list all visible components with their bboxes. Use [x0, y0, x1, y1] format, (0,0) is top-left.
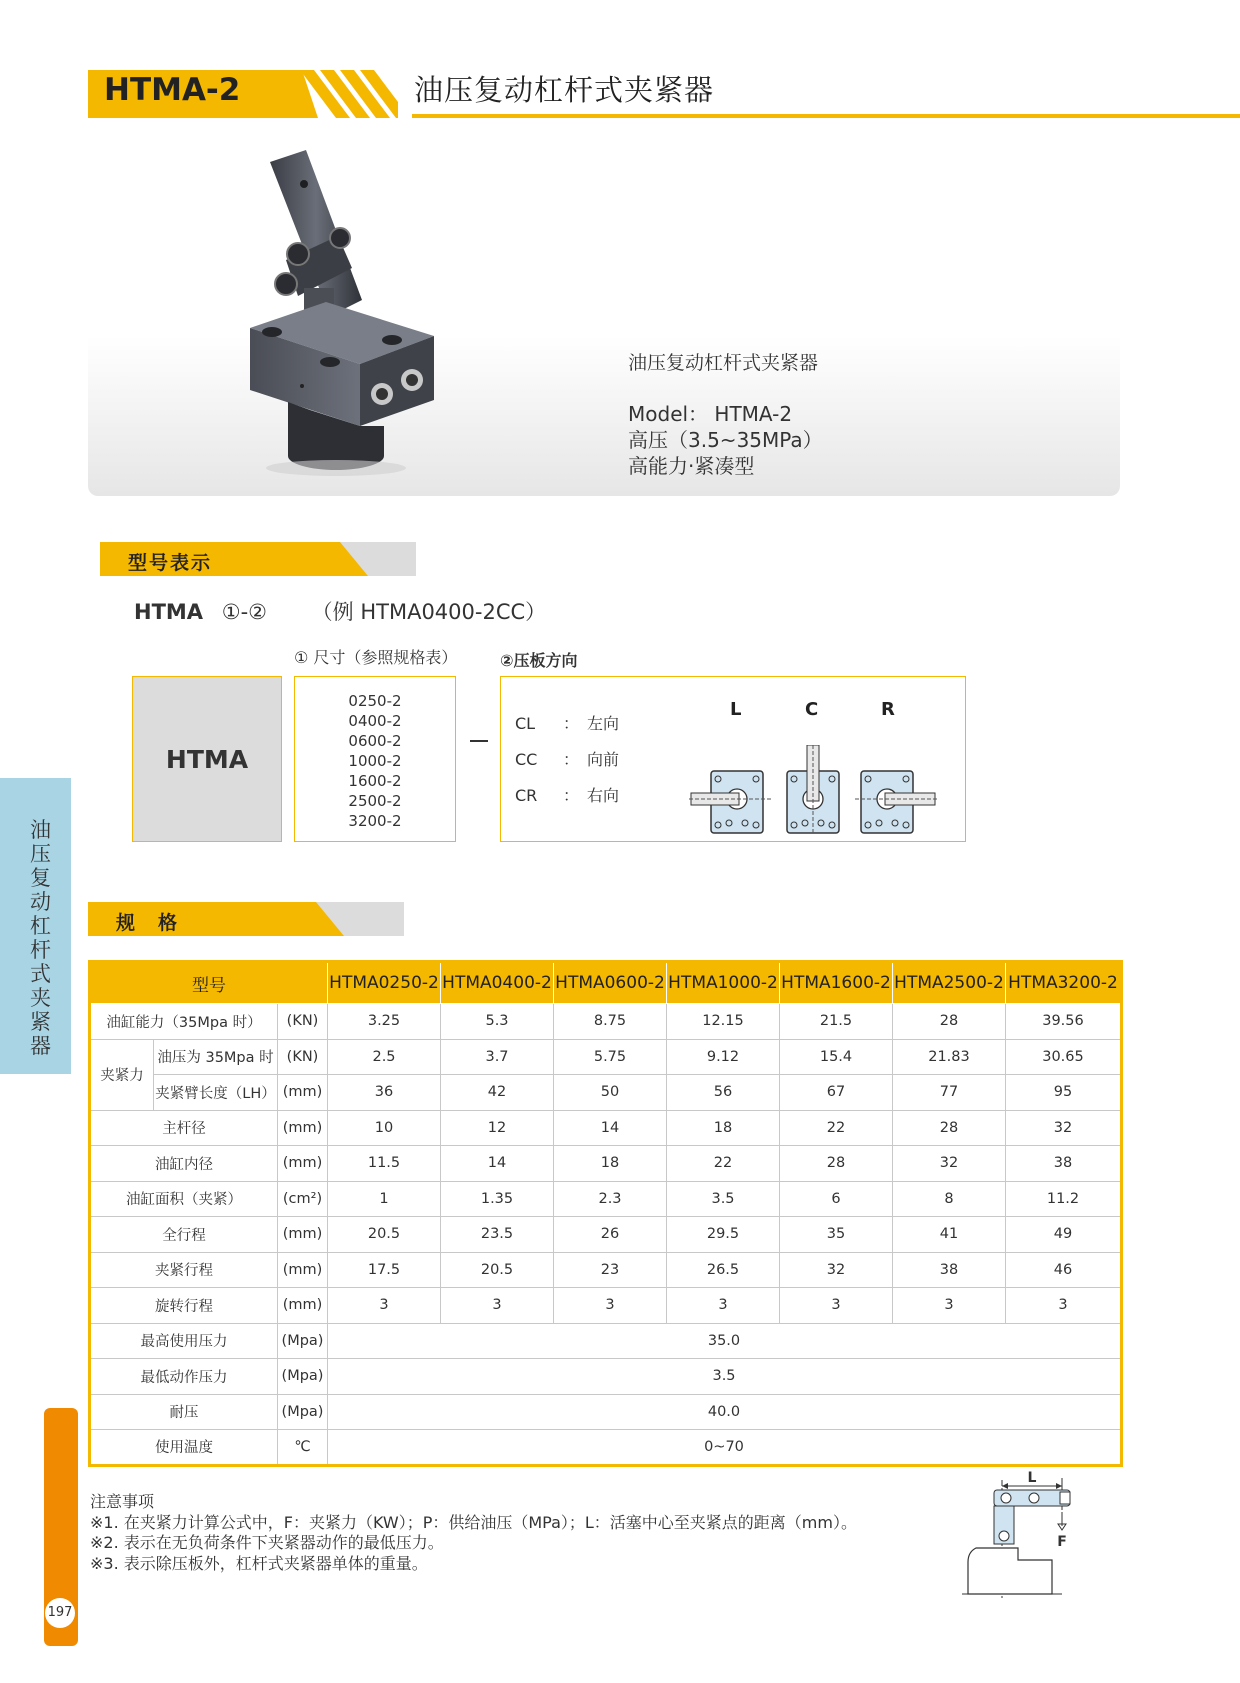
notation-prefix: HTMA [134, 600, 204, 624]
cell: 11.2 [1006, 1181, 1122, 1217]
direction-diagrams [689, 745, 949, 839]
direction-sep: ： [563, 714, 580, 733]
cell: 39.56 [1006, 1004, 1122, 1040]
cell: 35 [780, 1217, 893, 1253]
cell: 9.12 [667, 1039, 780, 1075]
cell: 46 [1006, 1252, 1122, 1288]
row-unit: (Mpa) [278, 1394, 328, 1430]
cell: 20.5 [441, 1252, 554, 1288]
row-unit: (mm) [278, 1075, 328, 1111]
table-row [90, 1181, 1122, 1217]
table-row [90, 1359, 1122, 1395]
row-unit: (KN) [278, 1039, 328, 1075]
size-item: 0400-2 [348, 712, 402, 730]
direction-sep: ： [563, 786, 580, 805]
header-rule [412, 114, 1240, 118]
row-label: 油压为 35Mpa 时 [154, 1039, 278, 1075]
row-label: 使用温度 [90, 1430, 278, 1466]
model-col: HTMA0250-2 [328, 962, 441, 1004]
row-label: 夹紧行程 [90, 1252, 278, 1288]
section-title-spec: 规 格 [116, 912, 180, 934]
cell: 3.5 [667, 1181, 780, 1217]
hero-description [628, 348, 823, 479]
cell: 36 [328, 1075, 441, 1111]
direction-label: 向前 [587, 750, 620, 769]
cell: 28 [893, 1110, 1006, 1146]
htma-box: HTMA [132, 676, 282, 842]
row-unit: (Mpa) [278, 1323, 328, 1359]
size-item: 3200-2 [348, 812, 402, 830]
merged-cell: 40.0 [328, 1394, 1122, 1430]
direction-row [515, 783, 619, 806]
cell: 12 [441, 1110, 554, 1146]
hero-panel [88, 140, 1120, 496]
cell: 32 [1006, 1110, 1122, 1146]
model-col: HTMA2500-2 [893, 962, 1006, 1004]
table-row [90, 1288, 1122, 1324]
cell: 8 [893, 1181, 1006, 1217]
cell: 2.3 [554, 1181, 667, 1217]
hero-product-name: 油压复动杠杆式夹紧器 [628, 352, 819, 374]
cell: 5.75 [554, 1039, 667, 1075]
cell: 15.4 [780, 1039, 893, 1075]
cell: 50 [554, 1075, 667, 1111]
row-unit: ℃ [278, 1430, 328, 1466]
table-row [90, 1323, 1122, 1359]
row-label: 全行程 [90, 1217, 278, 1253]
direction-code: CC [515, 750, 538, 769]
direction-diagram-l [689, 771, 771, 833]
row-unit: (mm) [278, 1288, 328, 1324]
size-item: 1000-2 [348, 752, 402, 770]
direction-letter-c: C [805, 699, 819, 720]
diagram-label-f: F [1057, 1534, 1067, 1550]
cell: 23 [554, 1252, 667, 1288]
cell: 28 [893, 1004, 1006, 1040]
row-label: 耐压 [90, 1394, 278, 1430]
cell: 8.75 [554, 1004, 667, 1040]
page-title: 油压复动杠杆式夹紧器 [414, 73, 715, 107]
cell: 41 [893, 1217, 1006, 1253]
cell: 10 [328, 1110, 441, 1146]
table-row [90, 1110, 1122, 1146]
table-row [90, 1039, 1122, 1075]
table-row [90, 1217, 1122, 1253]
notation-example: （例 HTMA0400-2CC） [311, 600, 547, 624]
size-item: 1600-2 [348, 772, 402, 790]
cell: 56 [667, 1075, 780, 1111]
row-label: 最高使用压力 [90, 1323, 278, 1359]
cell: 18 [667, 1110, 780, 1146]
row-label: 夹紧臂长度（LH） [154, 1075, 278, 1111]
cell: 3 [328, 1288, 441, 1324]
cell: 95 [1006, 1075, 1122, 1111]
direction-row [515, 747, 619, 770]
direction-letter-l: L [730, 699, 742, 720]
cell: 21.83 [893, 1039, 1006, 1075]
section-head-model [100, 542, 416, 576]
model-notation [134, 596, 546, 626]
category-side-label: 油压复动杠杆式夹紧器 [30, 818, 51, 1058]
cell: 32 [893, 1146, 1006, 1182]
direction-box [500, 676, 966, 842]
diagram-label-l: L [1027, 1470, 1037, 1486]
row-unit: (mm) [278, 1217, 328, 1253]
separator-dash [470, 740, 488, 742]
cell: 49 [1006, 1217, 1122, 1253]
cell: 11.5 [328, 1146, 441, 1182]
direction-caption: ②压板方向 [500, 651, 578, 670]
direction-code: CR [515, 786, 538, 805]
note-item: ※2. 表示在无负荷条件下夹紧器动作的最低压力。 [90, 1533, 444, 1552]
row-unit: (mm) [278, 1110, 328, 1146]
merged-cell: 35.0 [328, 1323, 1122, 1359]
cell: 3 [780, 1288, 893, 1324]
model-col: HTMA0600-2 [554, 962, 667, 1004]
table-row [90, 1252, 1122, 1288]
product-image [250, 150, 480, 490]
row-unit: (KN) [278, 1004, 328, 1040]
website-url: WWW.FENG-ZHOU.COM [96, 1469, 124, 1559]
direction-label: 左向 [587, 714, 620, 733]
cell: 20.5 [328, 1217, 441, 1253]
cell: 22 [780, 1110, 893, 1146]
cell: 2.5 [328, 1039, 441, 1075]
hero-model-line: Model： HTMA-2 [628, 402, 793, 426]
direction-letter-r: R [881, 699, 895, 720]
cell: 6 [780, 1181, 893, 1217]
direction-diagram-c [787, 745, 839, 835]
cell: 3 [1006, 1288, 1122, 1324]
row-unit: (mm) [278, 1252, 328, 1288]
cell: 14 [441, 1146, 554, 1182]
size-list-box [294, 676, 456, 842]
section-head-spec [88, 902, 404, 936]
direction-code: CL [515, 714, 536, 733]
cell: 1.35 [441, 1181, 554, 1217]
cell: 14 [554, 1110, 667, 1146]
cell: 38 [1006, 1146, 1122, 1182]
size-item: 0250-2 [348, 692, 402, 710]
cell: 3 [441, 1288, 554, 1324]
cell: 3.7 [441, 1039, 554, 1075]
cell: 5.3 [441, 1004, 554, 1040]
model-col: HTMA1000-2 [667, 962, 780, 1004]
cell: 26.5 [667, 1252, 780, 1288]
size-item: 2500-2 [348, 792, 402, 810]
table-row [90, 1004, 1122, 1040]
notes-block [90, 1492, 857, 1574]
note-item: ※3. 表示除压板外，杠杆式夹紧器单体的重量。 [90, 1553, 428, 1573]
cell: 1 [328, 1181, 441, 1217]
direction-row [515, 711, 619, 734]
cell: 30.65 [1006, 1039, 1122, 1075]
cell: 38 [893, 1252, 1006, 1288]
model-col: HTMA1600-2 [780, 962, 893, 1004]
row-label: 油缸能力（35Mpa 时） [90, 1004, 278, 1040]
model-col: HTMA3200-2 [1006, 962, 1122, 1004]
cell: 23.5 [441, 1217, 554, 1253]
clamp-group-label: 夹紧力 [90, 1039, 154, 1110]
cell: 3 [554, 1288, 667, 1324]
hero-pressure-line: 高压（3.5~35MPa） [628, 428, 823, 452]
page-number: 197 [45, 1598, 75, 1628]
model-col: HTMA0400-2 [441, 962, 554, 1004]
notation-code: ①-② [221, 600, 267, 624]
hero-feature-line: 高能力·紧凑型 [628, 454, 755, 478]
row-unit: (Mpa) [278, 1359, 328, 1395]
merged-cell: 0~70 [328, 1430, 1122, 1466]
row-label: 最低动作压力 [90, 1359, 278, 1395]
table-row [90, 1146, 1122, 1182]
size-caption: ① 尺寸（参照规格表） [294, 648, 458, 667]
cell: 29.5 [667, 1217, 780, 1253]
row-label: 油缸面积（夹紧） [90, 1181, 278, 1217]
table-row [90, 1394, 1122, 1430]
cell: 3 [893, 1288, 1006, 1324]
row-label: 主杆径 [90, 1110, 278, 1146]
row-label: 油缸内径 [90, 1146, 278, 1182]
row-unit: (mm) [278, 1146, 328, 1182]
section-title-model: 型号表示 [128, 552, 213, 574]
row-label: 旋转行程 [90, 1288, 278, 1324]
clamp-force-diagram [962, 1470, 1082, 1600]
cell: 67 [780, 1075, 893, 1111]
spec-header-row [90, 962, 1122, 1004]
spec-header-label: 型号 [90, 962, 328, 1004]
cell: 12.15 [667, 1004, 780, 1040]
size-item: 0600-2 [348, 732, 402, 750]
table-row [90, 1075, 1122, 1111]
cell: 42 [441, 1075, 554, 1111]
direction-diagram-r [855, 771, 939, 833]
cell: 26 [554, 1217, 667, 1253]
cell: 3 [667, 1288, 780, 1324]
cell: 21.5 [780, 1004, 893, 1040]
merged-cell: 3.5 [328, 1359, 1122, 1395]
cell: 22 [667, 1146, 780, 1182]
spec-table [88, 960, 1123, 1467]
cell: 28 [780, 1146, 893, 1182]
cell: 77 [893, 1075, 1006, 1111]
table-row [90, 1430, 1122, 1466]
cell: 17.5 [328, 1252, 441, 1288]
direction-label: 右向 [587, 786, 620, 805]
cell: 3.25 [328, 1004, 441, 1040]
cell: 32 [780, 1252, 893, 1288]
direction-sep: ： [563, 750, 580, 769]
cell: 18 [554, 1146, 667, 1182]
notes-title: 注意事项 [90, 1492, 155, 1511]
row-unit: (cm²) [278, 1181, 328, 1217]
header-model: HTMA-2 [104, 72, 241, 108]
note-item: ※1. 在夹紧力计算公式中，F：夹紧力（KW）；P：供给油压（MPa）；L：活塞中心至夹紧点的距离（mm）。 [90, 1512, 857, 1532]
